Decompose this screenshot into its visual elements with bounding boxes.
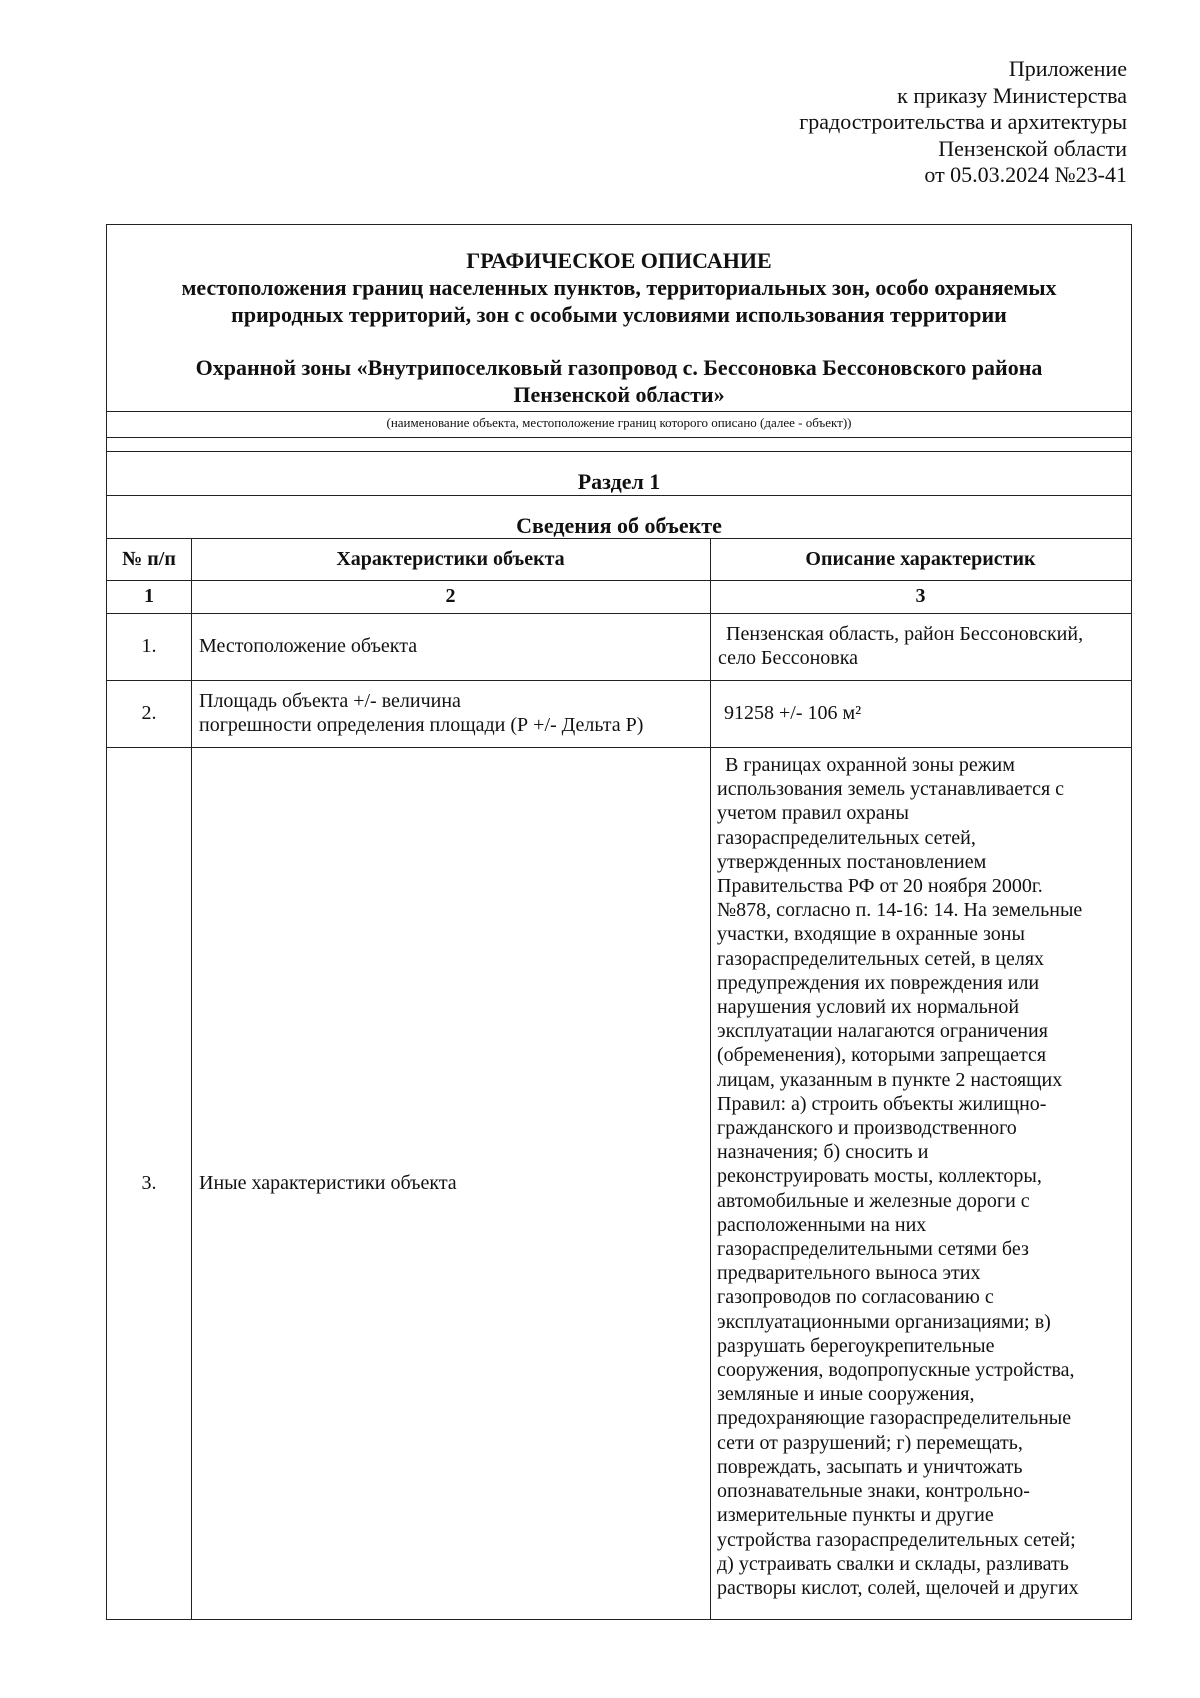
description-line: разрушать берегоукрепительные — [717, 1334, 995, 1357]
row-number: 3. — [141, 1171, 157, 1194]
description-area: 91258 +/- 106 м² — [724, 702, 862, 725]
description-line: утвержденных постановлением — [717, 850, 987, 873]
column-number: 2 — [445, 585, 456, 607]
appendix-line: градостроительства и архитектуры — [799, 109, 1127, 134]
description-line: предупреждения их повреждения или — [717, 971, 1040, 994]
column-number: 3 — [915, 585, 926, 607]
appendix-line: Пензенской области — [938, 135, 1127, 161]
appendix-line: Приложение — [1008, 56, 1127, 81]
description-location — [710, 613, 1131, 680]
description-line: сети от разрушений; г) перемещать, — [717, 1431, 1023, 1454]
appendix-line: к приказу Министерства — [897, 82, 1127, 108]
description-line: (обременения), которыми запрещается — [717, 1044, 1047, 1067]
column-number: 1 — [144, 585, 154, 607]
description-line: Пензенская область, район Бессоновский, — [726, 623, 1084, 645]
description-line: газораспределительных сетей, — [717, 826, 976, 849]
description-line: учетом правил охраны — [717, 802, 909, 825]
description-line: реконструировать мосты, коллекторы, — [717, 1165, 1042, 1188]
description-line: эксплуатации налагаются ограничения — [717, 1020, 1048, 1043]
section-subtitle: Сведения об объекте — [516, 513, 722, 538]
description-other — [710, 747, 1131, 1619]
object-caption: (наименование объекта, местоположение границ которого описано (далее - объект)) — [386, 415, 852, 430]
description-line: расположенными на них — [717, 1213, 927, 1236]
description-line: опознавательные знаки, контрольно- — [717, 1480, 1030, 1503]
row-number: 2. — [141, 702, 157, 724]
divider — [107, 495, 1131, 496]
appendix-line: от 05.03.2024 №23-41 — [924, 162, 1127, 187]
header-number: № п/п — [122, 547, 176, 570]
characteristic-area — [191, 680, 710, 747]
description-line: нарушения условий их нормальной — [717, 996, 1020, 1019]
description-line: растворы кислот, солей, щелочей и других — [717, 1576, 1079, 1599]
object-name: Пензенской области» — [513, 382, 725, 407]
description-line: использования земель устанавливается с — [717, 778, 1065, 801]
title-block — [107, 247, 1131, 408]
description-line: предохраняющие газораспределительные — [717, 1407, 1072, 1430]
description-line: газораспределительными сетями без — [717, 1238, 1029, 1261]
description-line: измерительные пункты и другие — [717, 1504, 994, 1527]
description-line: автомобильные и железные дороги с — [717, 1189, 1030, 1212]
description-line: сооружения, водопропускные устройства, — [717, 1359, 1075, 1382]
divider — [107, 451, 1131, 452]
description-line: В границах охранной зоны режим — [725, 754, 1015, 776]
object-name: Охранной зоны «Внутрипоселковый газопровод с. Бессоновка Бессоновского района — [195, 355, 1043, 380]
description-line: №878, согласно п. 14-16: 14. На земельные — [717, 899, 1083, 922]
divider — [107, 437, 1131, 438]
description-line: гражданского и производственного — [717, 1117, 1017, 1140]
description-line: село Бессоновка — [718, 647, 859, 670]
description-line: эксплуатационными организациями; в) — [717, 1310, 1051, 1333]
description-line: повреждать, засыпать и уничтожать — [717, 1455, 1023, 1478]
header-characteristic: Характеристики объекта — [336, 547, 565, 570]
description-line: д) устраивать свалки и склады, разливать — [717, 1552, 1069, 1575]
description-line: предварительного выноса этих — [717, 1262, 981, 1285]
description-line: назначения; б) сносить и — [717, 1141, 929, 1164]
document-subtitle: местоположения границ населенных пунктов, территориальных зон, особо охраняемых — [181, 275, 1057, 300]
divider — [107, 411, 1131, 412]
description-line: устройства газораспределительных сетей; — [717, 1528, 1076, 1551]
description-line: участки, входящие в охранные зоны — [717, 923, 1025, 946]
appendix-block — [799, 56, 1127, 189]
characteristic-line: Площадь объекта +/- величина — [199, 690, 461, 712]
description-line: газопроводов по согласованию с — [717, 1286, 994, 1309]
section-title: Раздел 1 — [577, 469, 661, 494]
description-line: газораспределительных сетей, в целях — [717, 947, 1045, 970]
row-number: 1. — [141, 635, 157, 657]
description-line: земляные и иные сооружения, — [717, 1383, 975, 1406]
characteristic-location: Местоположение объекта — [199, 635, 418, 658]
characteristic-other: Иные характеристики объекта — [199, 1171, 457, 1194]
header-description: Описание характеристик — [805, 547, 1036, 570]
description-line: Правительства РФ от 20 ноября 2000г. — [717, 875, 1043, 898]
document-subtitle: природных территорий, зон с особыми условиями использования территории — [231, 302, 1007, 327]
characteristic-line: погрешности определения площади (Р +/- Дельта Р) — [199, 714, 644, 737]
description-line: лицам, указанным в пункте 2 настоящих — [717, 1068, 1063, 1091]
document-title: ГРАФИЧЕСКОЕ ОПИСАНИЕ — [466, 248, 772, 273]
description-line: Правил: а) строить объекты жилищно- — [717, 1092, 1047, 1115]
document-table — [106, 224, 1132, 1620]
